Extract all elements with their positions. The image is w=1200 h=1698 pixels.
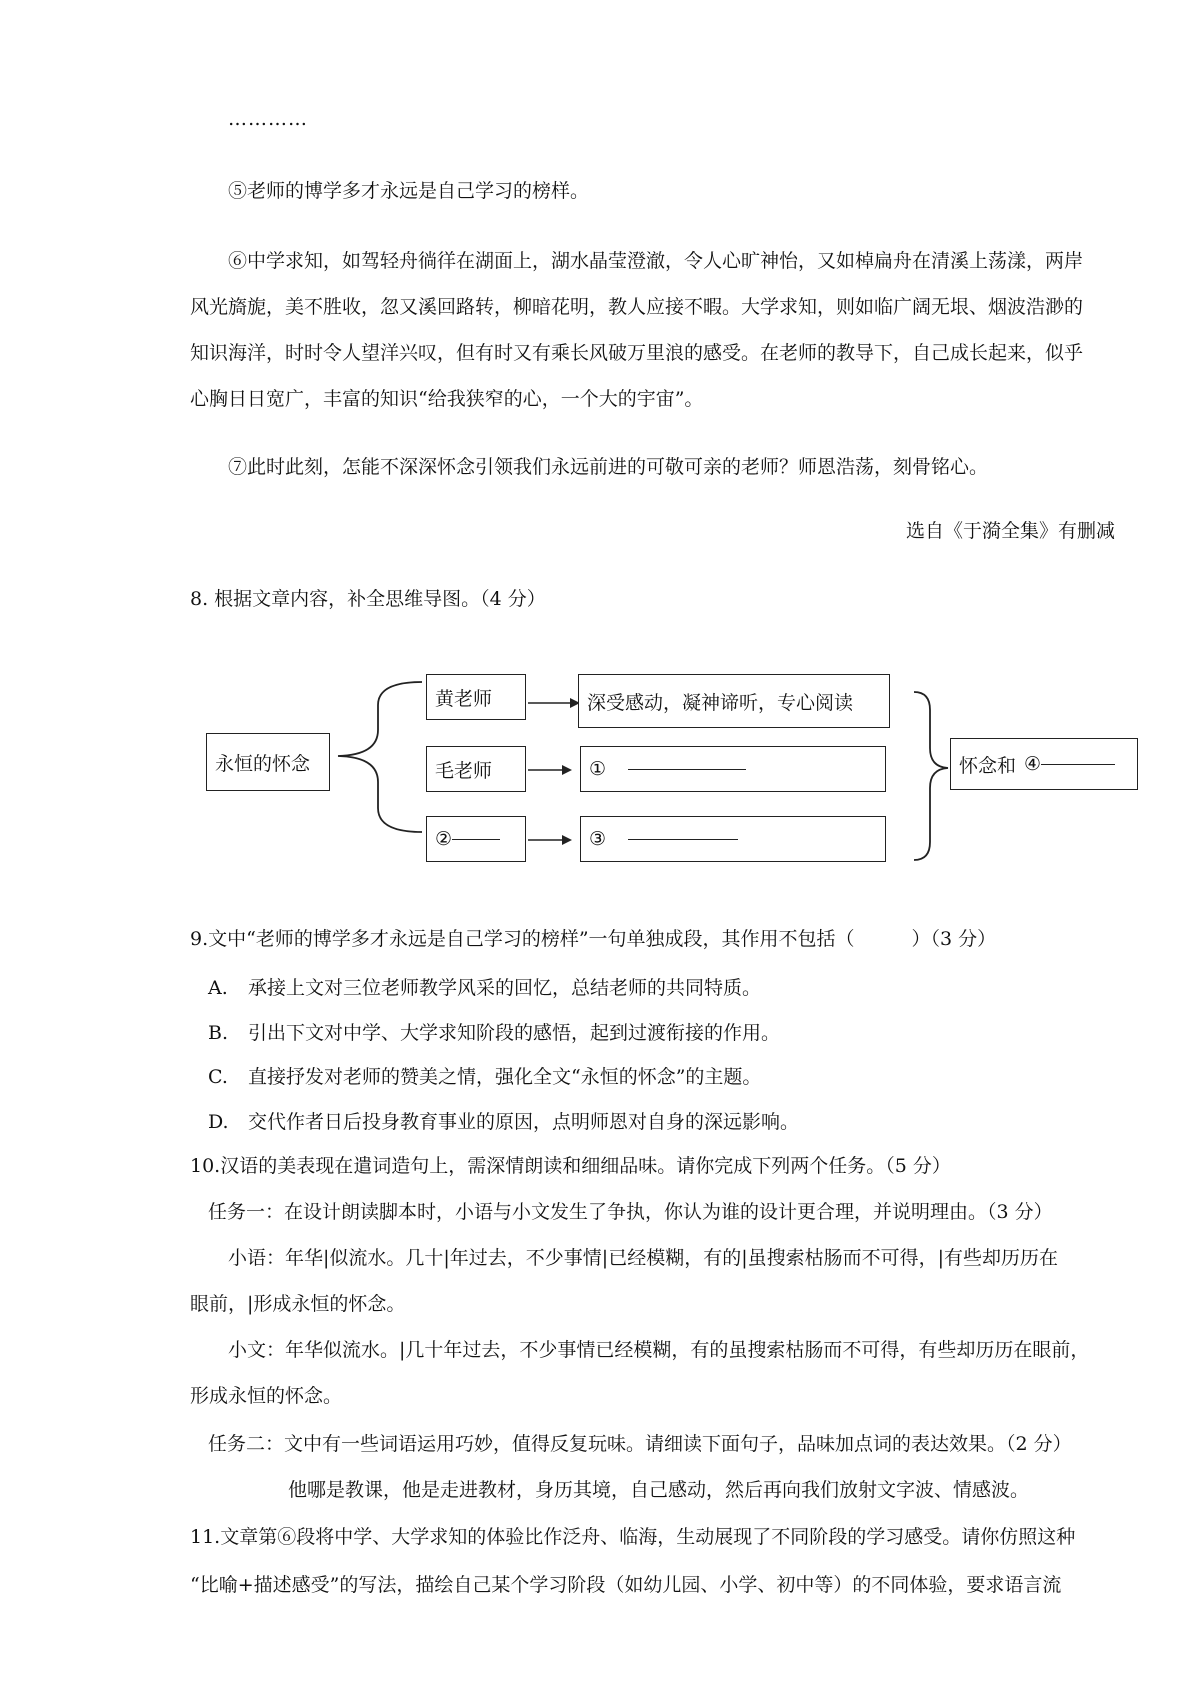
q8-stem: 8. 根据文章内容，补全思维导图。（4 分） — [190, 588, 546, 610]
ellipsis: ………… — [228, 108, 308, 130]
blank-3-line — [628, 839, 738, 840]
teacher-mao-label: 毛老师 — [435, 760, 493, 782]
paragraph-6-line-3: 知识海洋，时时令人望洋兴叹，但有时又有乘长风破万里浪的感受。在老师的教导下，自己成长起来，似乎 — [190, 342, 1084, 364]
paragraph-6-line-1: ⑥中学求知，如驾轻舟徜徉在湖面上，湖水晶莹澄澈，令人心旷神怡，又如棹扁舟在清溪上荡漾，两岸 — [228, 250, 1084, 272]
q9-option-b — [208, 1018, 780, 1045]
option-c-text: 直接抒发对老师的赞美之情，强化全文“永恒的怀念”的主题。 — [248, 1066, 762, 1088]
source-note: 选自《于漪全集》有删减 — [906, 520, 1116, 542]
blank-2-line — [452, 839, 500, 840]
mindmap-blank-1 — [580, 746, 886, 792]
mindmap-detail-1 — [578, 674, 890, 728]
blank-3-label: ③ — [589, 828, 607, 850]
mindmap-result — [950, 738, 1138, 790]
q10-task-2: 任务二：文中有一些词语运用巧妙，值得反复玩味。请细读下面句子，品味加点词的表达效果。（2 分） — [208, 1433, 1072, 1455]
blank-2-label: ② — [435, 828, 453, 850]
option-b-letter: B. — [208, 1022, 229, 1044]
mindmap-teacher-mao — [426, 746, 526, 792]
paragraph-5: ⑤老师的博学多才永远是自己学习的榜样。 — [228, 180, 590, 202]
blank-1-label: ① — [589, 758, 607, 780]
mindmap-teacher-huang — [426, 674, 526, 720]
paragraph-7: ⑦此时此刻，怎能不深深怀念引领我们永远前进的可敬可亲的老师？师恩浩荡，刻骨铭心。 — [228, 456, 989, 478]
paragraph-6-line-2: 风光旖旎，美不胜收，忽又溪回路转，柳暗花明，教人应接不暇。大学求知，则如临广阔无垠、烟波浩渺的 — [190, 296, 1084, 318]
mindmap-root-label: 永恒的怀念 — [215, 753, 311, 775]
mindmap-root — [206, 733, 330, 791]
q9-stem: 9.文中“老师的博学多才永远是自己学习的榜样”一句单独成段，其作用不包括（ ）（3 分） — [190, 928, 997, 950]
blank-4-line — [1041, 764, 1115, 765]
option-a-text: 承接上文对三位老师教学风采的回忆，总结老师的共同特质。 — [248, 977, 762, 999]
option-a-letter: A. — [208, 977, 228, 999]
q10-xiaoyu-line-2: 眼前，|形成永恒的怀念。 — [190, 1293, 406, 1315]
mindmap-blank-3 — [580, 816, 886, 862]
q10-xiaowen-line-1: 小文：年华似流水。|几十年过去，不少事情已经模糊，有的虽搜索枯肠而不可得，有些却历历在眼前， — [228, 1339, 1090, 1361]
result-label: 怀念和 — [959, 755, 1017, 777]
option-d-text: 交代作者日后投身教育事业的原因，点明师恩对自身的深远影响。 — [248, 1111, 800, 1133]
q11-line-2: “比喻+描述感受”的写法，描绘自己某个学习阶段（如幼儿园、小学、初中等）的不同体验，要求语言流 — [190, 1574, 1062, 1596]
option-b-text: 引出下文对中学、大学求知阶段的感悟，起到过渡衔接的作用。 — [248, 1022, 781, 1044]
paragraph-6-line-4: 心胸日日宽广，丰富的知识“给我狭窄的心，一个大的宇宙”。 — [190, 388, 704, 410]
teacher-huang-label: 黄老师 — [435, 688, 493, 710]
option-c-letter: C. — [208, 1066, 228, 1088]
q9-option-d — [208, 1107, 799, 1134]
q10-task-2-sentence: 他哪是教课，他是走进教材，身历其境，自己感动，然后再向我们放射文字波、情感波。 — [288, 1479, 1030, 1501]
q9-option-a — [208, 973, 761, 1000]
blank-1-line — [628, 769, 746, 770]
q10-xiaowen-line-2: 形成永恒的怀念。 — [190, 1385, 343, 1407]
blank-4-label: ④ — [1024, 753, 1042, 775]
option-d-letter: D. — [208, 1111, 229, 1133]
mindmap-blank-2 — [426, 816, 526, 862]
q10-stem: 10.汉语的美表现在遣词造句上，需深情朗读和细细品味。请你完成下列两个任务。（5 分） — [190, 1155, 951, 1177]
q10-xiaoyu-line-1: 小语：年华|似流水。几十|年过去，不少事情|已经模糊，有的|虽搜索枯肠而不可得，|有些却历历在 — [228, 1247, 1059, 1269]
q10-task-1: 任务一：在设计朗读脚本时，小语与小文发生了争执，你认为谁的设计更合理，并说明理由。（3 分） — [208, 1201, 1053, 1223]
q11-line-1: 11.文章第⑥段将中学、大学求知的体验比作泛舟、临海，生动展现了不同阶段的学习感受。请你仿照这种 — [190, 1526, 1076, 1548]
detail-1-label: 深受感动，凝神谛听，专心阅读 — [587, 692, 854, 714]
q9-option-c — [208, 1062, 761, 1089]
